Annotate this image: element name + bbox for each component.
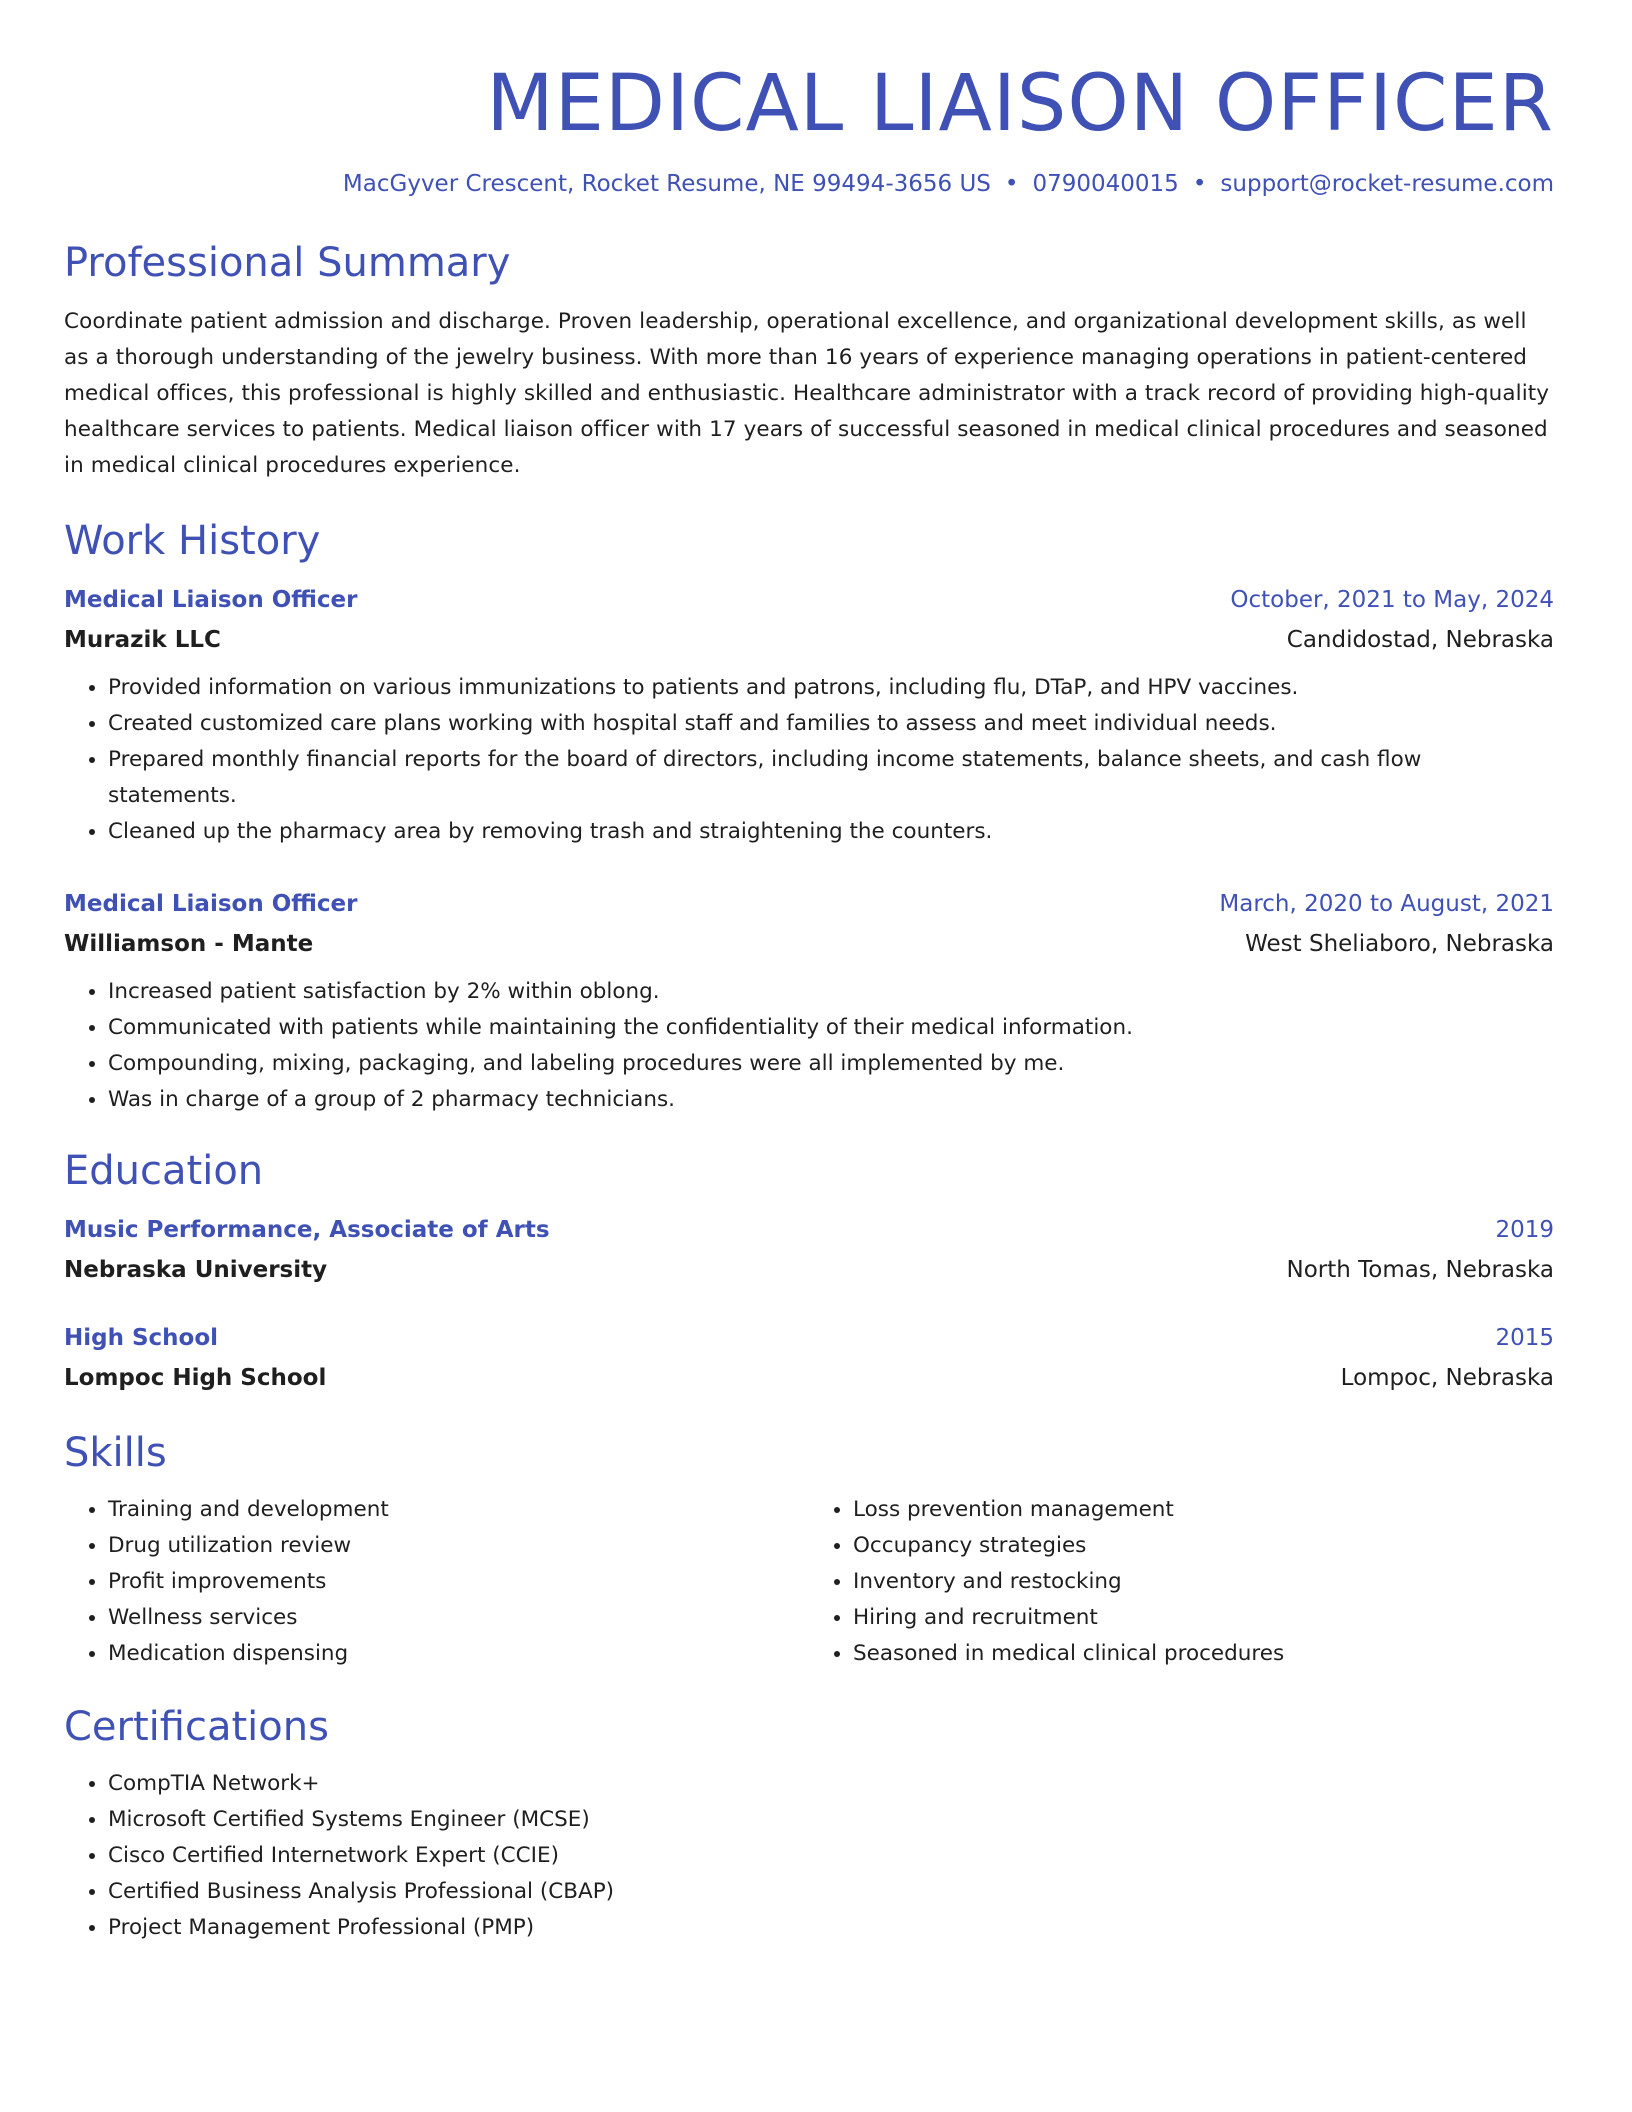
- summary-heading: Professional Summary: [64, 240, 511, 286]
- certification-item: • Certified Business Analysis Professional (CBAP): [108, 1874, 1554, 1910]
- skill-item: • Wellness services: [108, 1600, 809, 1636]
- job-company: Murazik LLC: [64, 627, 221, 653]
- work-history-section: [64, 514, 1554, 1118]
- job-subheader: [64, 926, 1554, 962]
- job-bullet: • Prepared monthly financial reports for the board of directors, including income statements, balance sheets, and cash flow statements.: [108, 742, 1554, 814]
- certification-item: • Cisco Certified Internetwork Expert (CCIE): [108, 1838, 1554, 1874]
- job-header: [64, 582, 1554, 618]
- job-dates: March, 2020 to August, 2021: [1219, 891, 1554, 917]
- skill-item: • Occupancy strategies: [853, 1528, 1554, 1564]
- education-location: Lompoc, Nebraska: [1340, 1365, 1554, 1391]
- skill-item: • Seasoned in medical clinical procedures: [853, 1636, 1554, 1672]
- contact-email[interactable]: support@rocket-resume.com: [1220, 171, 1554, 197]
- contact-separator: •: [1004, 171, 1019, 197]
- job-bullet: • Increased patient satisfaction by 2% within oblong.: [108, 974, 1554, 1010]
- job-location: West Sheliaboro, Nebraska: [1245, 931, 1554, 957]
- skills-heading: Skills: [64, 1430, 167, 1476]
- job-entry: [64, 886, 1554, 1118]
- education-subheader: [64, 1360, 1554, 1396]
- contact-phone: 0790040015: [1032, 171, 1179, 197]
- job-location: Candidostad, Nebraska: [1286, 627, 1554, 653]
- education-degree: Music Performance, Associate of Arts: [64, 1217, 550, 1243]
- job-title: Medical Liaison Officer: [64, 891, 358, 917]
- skill-item: • Loss prevention management: [853, 1492, 1554, 1528]
- job-subheader: [64, 622, 1554, 658]
- job-bullet: • Created customized care plans working with hospital staff and families to assess and meet individual needs.: [108, 706, 1554, 742]
- work-history-heading: Work History: [64, 518, 321, 564]
- certifications-section: [64, 1700, 1554, 1946]
- education-school: Lompoc High School: [64, 1365, 327, 1391]
- skill-item: • Hiring and recruitment: [853, 1600, 1554, 1636]
- education-header: [64, 1212, 1554, 1248]
- certifications-list: [64, 1766, 1554, 1946]
- job-bullet: • Was in charge of a group of 2 pharmacy technicians.: [108, 1082, 1554, 1118]
- job-bullet: • Cleaned up the pharmacy area by removing trash and straightening the counters.: [108, 814, 1554, 850]
- contact-line: [64, 168, 1554, 200]
- job-header: [64, 886, 1554, 922]
- certification-item: • Project Management Professional (PMP): [108, 1910, 1554, 1946]
- summary-section: [64, 236, 1554, 484]
- skill-item: • Medication dispensing: [108, 1636, 809, 1672]
- education-entry: [64, 1320, 1554, 1396]
- resume-page: [64, 0, 1554, 1946]
- certifications-heading: Certifications: [64, 1704, 329, 1750]
- job-bullet: • Provided information on various immunizations to patients and patrons, including flu, DTaP, and HPV vaccines.: [108, 670, 1554, 706]
- education-heading: Education: [64, 1148, 264, 1194]
- skill-item: • Profit improvements: [108, 1564, 809, 1600]
- education-subheader: [64, 1252, 1554, 1288]
- job-title: Medical Liaison Officer: [64, 587, 358, 613]
- contact-address: MacGyver Crescent, Rocket Resume, NE 99494-3656 US: [342, 171, 991, 197]
- certification-item: • Microsoft Certified Systems Engineer (MCSE): [108, 1802, 1554, 1838]
- job-dates: October, 2021 to May, 2024: [1230, 587, 1554, 613]
- contact-separator: •: [1192, 171, 1207, 197]
- skill-item: • Inventory and restocking: [853, 1564, 1554, 1600]
- education-entry: [64, 1212, 1554, 1288]
- job-bullets: [64, 670, 1554, 850]
- resume-title: MEDICAL LIAISON OFFICER: [486, 59, 1554, 149]
- skills-list-right: [809, 1492, 1554, 1672]
- education-year: 2015: [1495, 1325, 1554, 1351]
- skill-item: • Training and development: [108, 1492, 809, 1528]
- skill-item: • Drug utilization review: [108, 1528, 809, 1564]
- education-degree: High School: [64, 1325, 219, 1351]
- skills-list-left: [64, 1492, 809, 1672]
- certification-item: • CompTIA Network+: [108, 1766, 1554, 1802]
- education-header: [64, 1320, 1554, 1356]
- education-location: North Tomas, Nebraska: [1286, 1257, 1554, 1283]
- job-bullets: [64, 974, 1554, 1118]
- skills-section: [64, 1426, 1554, 1672]
- education-school: Nebraska University: [64, 1257, 328, 1283]
- skills-grid: [64, 1492, 1554, 1672]
- education-year: 2019: [1495, 1217, 1554, 1243]
- summary-text: Coordinate patient admission and discharge. Proven leadership, operational excellence, and organizational development skills, as well as a thorough understanding of the jewelry business. With more than 16 years of experience managing operations in patient-centered medical offices, this professional is highly skilled and enthusiastic. Healthcare administrator with a track record of providing high-quality healthcare services to patients. Medical liaison officer with 17 years of successful seasoned in medical clinical procedures and seasoned in medical clinical procedures experience.: [64, 309, 1550, 478]
- job-bullet: • Communicated with patients while maintaining the confidentiality of their medical information.: [108, 1010, 1554, 1046]
- job-entry: [64, 582, 1554, 850]
- education-section: [64, 1144, 1554, 1396]
- job-company: Williamson - Mante: [64, 931, 314, 957]
- job-bullet: • Compounding, mixing, packaging, and labeling procedures were all implemented by me.: [108, 1046, 1554, 1082]
